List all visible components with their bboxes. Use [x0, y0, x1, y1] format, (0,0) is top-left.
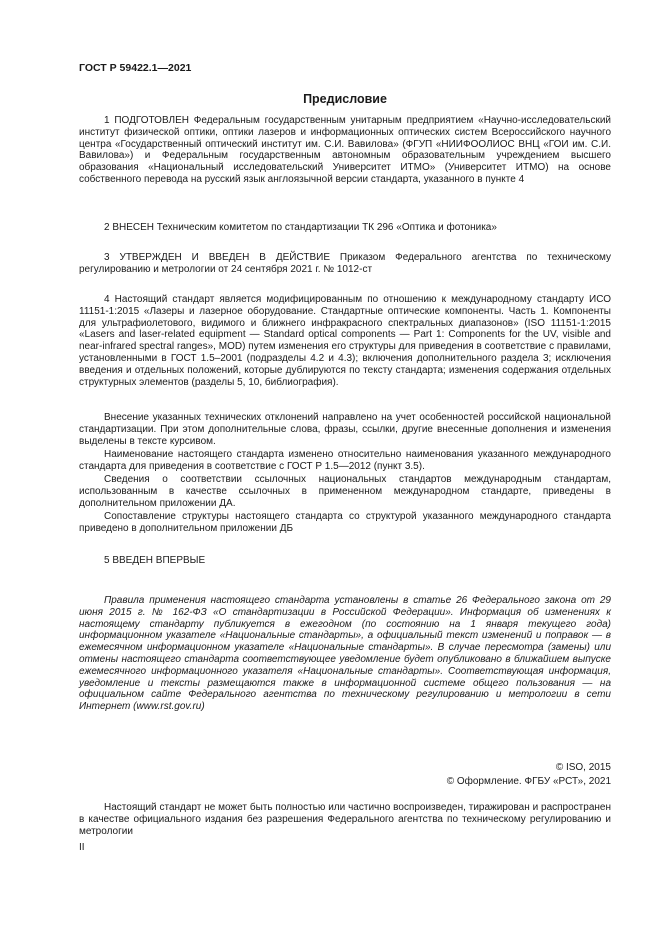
paragraph-prepared-by: 1 ПОДГОТОВЛЕН Федеральным государственным унитарным предприятием «Научно-исследовательский институт физической оптики, оптики лазеров и информационных оптических систем Всероссийского научного центра «Государственный оптический институт им. С.И. Вавилова» (ФГУП «НИИФООЛИОС ВНЦ «ГОИ им. С.И. Вавилова») и Федеральным государственным автономным образовательным учреждением высшего образования «Национальный исследовательский Университет ИТМО» (Университет ИТМО) на основе собственного перевода на русский язык англоязычной версии стандарта, указанного в пункте 4 — [79, 115, 611, 185]
copyright-rst: © Оформление. ФГБУ «РСТ», 2021 — [446, 776, 611, 787]
section-title: Предисловие — [303, 92, 387, 106]
paragraph-name-change: Наименование настоящего стандарта изменено относительно наименования указанного международного стандарта для приведения в соответствие с ГОСТ Р 1.5—2012 (пункт 3.5). — [79, 449, 611, 472]
paragraph-deviations: Внесение указанных технических отклонений направлено на учет особенностей российской национальной стандартизации. При этом дополнительные слова, фразы, ссылки, другие внесенные дополнения и изменения выделены в тексте курсивом. — [79, 412, 611, 447]
paragraph-modification: 4 Настоящий стандарт является модифицированным по отношению к международному стандарту ИСО 11151-1:2015 «Лазеры и лазерное оборудование. Стандартные оптические компоненты. Часть 1. Компоненты для ультрафиолетового, видимого и ближнего инфракрасного спектральных диапазонов» (ISO 11151-1:2015 «Lasers and laser-related equipment — Standard optical components — Part 1: Components for the UV, visible and near-infrared spectral ranges», MOD) путем изменения его структуры для приведения в соответствие с правилами, установленными в ГОСТ 1.5–2001 (подразделы 4.2 и 4.3); включения дополнительного раздела 3; исключения введения и отдельных положений, которые дублируются по тексту стандарта; изменения содержания отдельных структурных элементов (разделы 5, 10, библиография). — [79, 294, 611, 388]
document-code: ГОСТ Р 59422.1—2021 — [79, 62, 192, 74]
paragraph-structure: Сопоставление структуры настоящего стандарта со структурой указанного международного стандарта приведено в дополнительном приложении ДБ — [79, 511, 611, 534]
copyright-iso: © ISO, 2015 — [555, 762, 611, 773]
paragraph-first-introduced: 5 ВВЕДЕН ВПЕРВЫЕ — [104, 555, 206, 566]
reproduction-notice: Настоящий стандарт не может быть полностью или частично воспроизведен, тиражирован и распространен в качестве официального издания без разрешения Федерального агентства по техническому регулированию и метрологии — [79, 802, 611, 837]
paragraph-approved: 3 УТВЕРЖДЕН И ВВЕДЕН В ДЕЙСТВИЕ Приказом Федерального агентства по техническому регулированию и метрологии от 24 сентября 2021 г. № 1012-ст — [79, 252, 611, 275]
paragraph-submitted-by: 2 ВНЕСЕН Техническим комитетом по стандартизации ТК 296 «Оптика и фотоника» — [104, 222, 497, 233]
paragraph-references: Сведения о соответствии ссылочных национальных стандартов международным стандартам, использованным в качестве ссылочных в примененном международном стандарте, приведены в дополнительном приложении ДА. — [79, 474, 611, 509]
application-rules-notice: Правила применения настоящего стандарта установлены в статье 26 Федерального закона от 29 июня 2015 г. № 162-ФЗ «О стандартизации в Российской Федерации». Информация об изменениях к настоящему стандарту публикуется в ежегодном (по состоянию на 1 января текущего года) информационном указателе «Национальные стандарты», а официальный текст изменений и поправок — в ежемесячном информационном указателе «Национальные стандарты». В случае пересмотра (замены) или отмены настоящего стандарта соответствующее уведомление будет опубликовано в ближайшем выпуске ежемесячного информационного указателя «Национальные стандарты». Соответствующая информация, уведомление и тексты размещаются также в информационной системе общего пользования — на официальном сайте Федерального агентства по техническому регулированию и метрологии в сети Интернет (www.rst.gov.ru) — [79, 595, 611, 713]
page-number: II — [79, 842, 85, 853]
